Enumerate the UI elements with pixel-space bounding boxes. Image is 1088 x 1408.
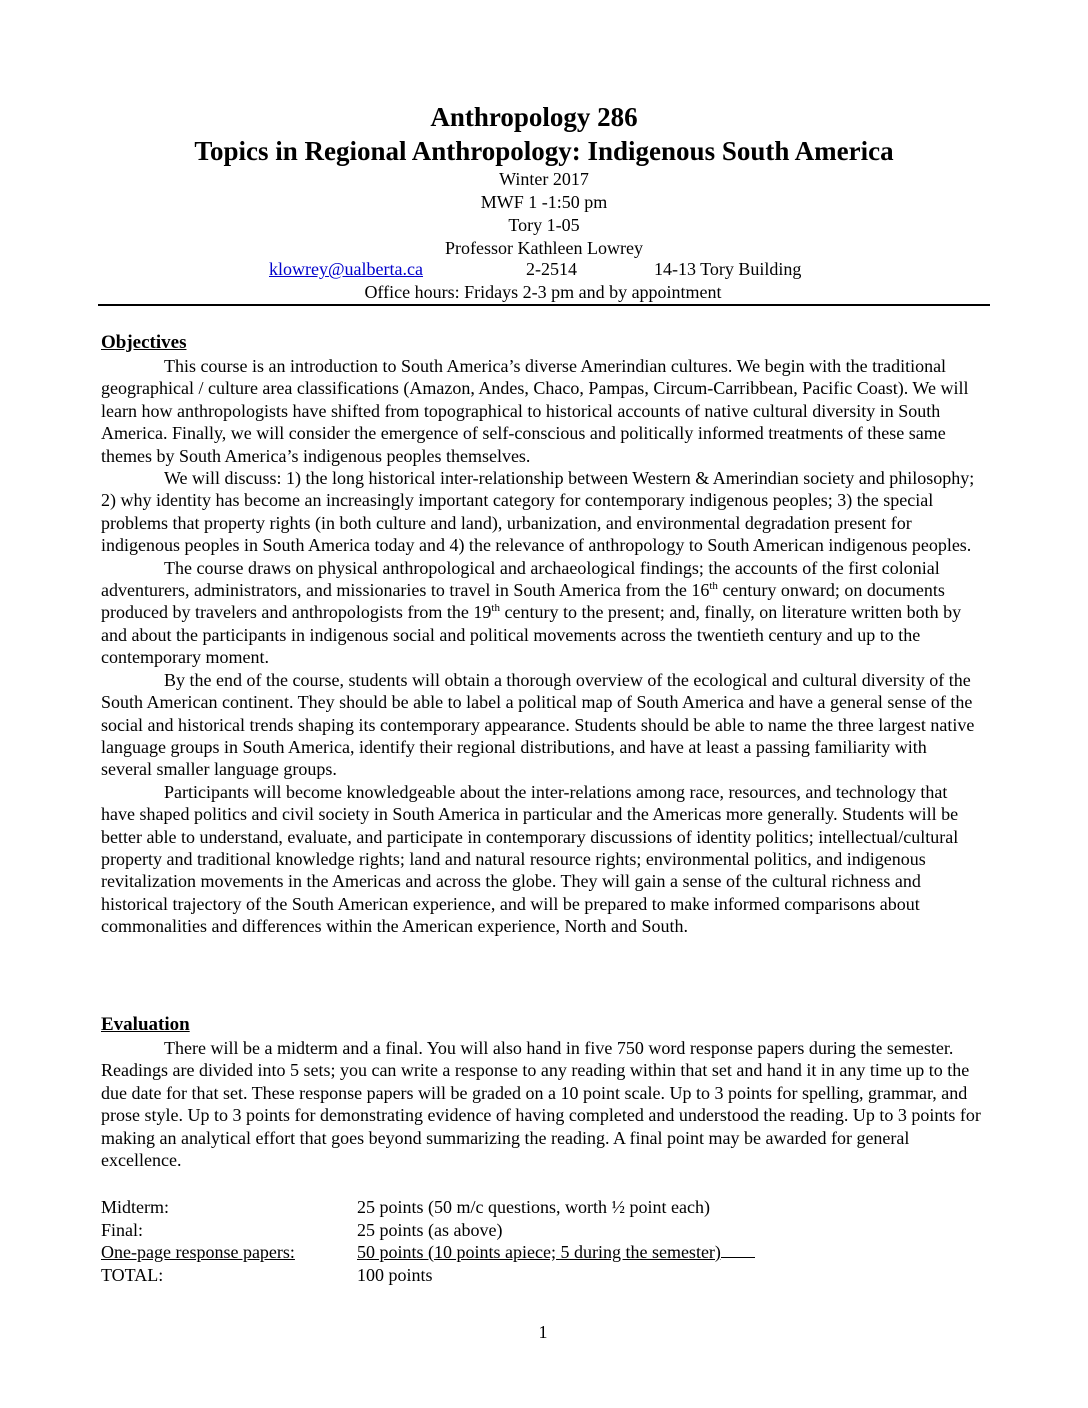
email-link[interactable]: klowrey@ualberta.ca	[269, 259, 424, 279]
superscript-th: th	[709, 580, 718, 593]
room: Tory 1-05	[508, 215, 580, 235]
objectives-paragraph-1: This course is an introduction to South America’s diverse Amerindian cultures. We begin with the traditional geographical / culture area classifications (Amazon, Andes, Chaco, Pampas, Circum-Carribbean, Pacific Coast). We will learn how anthropologists have shifted from topographical to historical accounts of native cultural diversity in South America. Finally, we will consider the emergence of self-conscious and politically informed treatments of these same themes by South America’s indigenous peoples themselves.	[101, 356, 969, 466]
grading-row-final	[101, 1219, 821, 1242]
office-hours-row	[0, 281, 1088, 304]
grading-value: 50 points (10 points apiece; 5 during the semester)	[357, 1241, 755, 1264]
grading-value: 100 points	[357, 1264, 433, 1285]
grading-label: Midterm:	[101, 1197, 169, 1217]
header-divider	[98, 304, 990, 306]
evaluation-paragraph: There will be a midterm and a final. You will also hand in five 750 word response papers during the semester. Readings are divided into 5 sets; you can write a response to any reading within that set and hand it in any time up to the due date for that set. These response papers will be graded on a 10 point scale. Up to 3 points for spelling, grammar, and prose style. Up to 3 points for demonstrating evidence of having completed and understood the reading. Up to 3 points for making an analytical effort that goes beyond summarizing the reading. A final point may be awarded for general excellence.	[101, 1038, 981, 1171]
page-number-row	[0, 1322, 1088, 1343]
office-hours: Office hours: Fridays 2-3 pm and by appointment	[364, 282, 722, 302]
objectives-section	[101, 331, 981, 938]
instructor: Professor Kathleen Lowrey	[445, 238, 643, 258]
grading-label: One-page response papers:	[101, 1242, 295, 1262]
page-number: 1	[538, 1322, 548, 1342]
term: Winter 2017	[499, 169, 589, 189]
superscript-th: th	[491, 602, 500, 615]
objectives-paragraph-4: By the end of the course, students will obtain a thorough overview of the ecological and cultural diversity of the South American continent. They should be able to label a political map of South America and have a general sense of the social and historical trends shaping its contemporary appearance. Students should be able to name the three largest native language groups in South America, identify their regional distributions, and have at least a passing familiarity with several smaller language groups.	[101, 669, 975, 780]
grading-value: 25 points (50 m/c questions, worth ½ point each)	[357, 1197, 710, 1217]
paragraph-3-part-b: century onward; on documents produced by travelers and anthropologists from the 19	[101, 580, 945, 623]
course-number: Anthropology 286	[430, 102, 638, 132]
office-location: 14-13 Tory Building	[654, 259, 802, 279]
grading-label: TOTAL:	[101, 1264, 164, 1285]
schedule: MWF 1 -1:50 pm	[480, 192, 608, 212]
objectives-paragraph-3	[101, 557, 981, 669]
evaluation-heading: Evaluation	[101, 1014, 190, 1035]
phone-number: 2-2514	[526, 259, 577, 279]
grading-row-total	[101, 1264, 821, 1287]
grading-row-midterm	[101, 1196, 821, 1219]
grading-table	[101, 1196, 821, 1286]
syllabus-header	[0, 100, 1088, 260]
objectives-paragraph-5: Participants will become knowledgeable about the inter-relations among race, resources, and technology that have shaped politics and civil society in South America in particular and the Americas more generally. Students will be better able to understand, evaluate, and participate in contemporary discussions of identity politics; intellectual/cultural property and traditional knowledge rights; land and natural resource rights; environmental politics, and indigenous revitalization movements in the Americas and across the globe. They will gain a sense of the cultural richness and historical trajectory of the South American experience, and will be prepared to make informed comparisons about commonalities and differences within the American experience, North and South.	[101, 781, 959, 937]
paragraph-3-part-c: century to the present; and, finally, on literature written both by and about the participants in indigenous social and political movements across the twentieth century and up to the contemporary moment.	[101, 602, 962, 668]
grading-row-response-papers	[101, 1241, 821, 1264]
course-title: Topics in Regional Anthropology: Indigenous South America	[194, 136, 894, 166]
grading-label: Final:	[101, 1219, 144, 1240]
objectives-paragraph-2: We will discuss: 1) the long historical inter-relationship between Western & Amerindian society and philosophy; 2) why identity has become an increasingly important category for contemporary indigenous peoples; 3) the special problems that property rights (in both culture and land), urbanization, and environmental degradation present for indigenous peoples in South America today and 4) the relevance of anthropology to South American indigenous peoples.	[101, 468, 975, 556]
objectives-heading: Objectives	[101, 332, 187, 353]
paragraph-3-part-a: The course draws on physical anthropological and archaeological findings; the accounts of the first colonial adventurers, administrators, and missionaries to travel in South America from the 16	[101, 557, 940, 601]
grading-value: 25 points (as above)	[357, 1219, 503, 1240]
evaluation-section	[101, 1013, 981, 1171]
